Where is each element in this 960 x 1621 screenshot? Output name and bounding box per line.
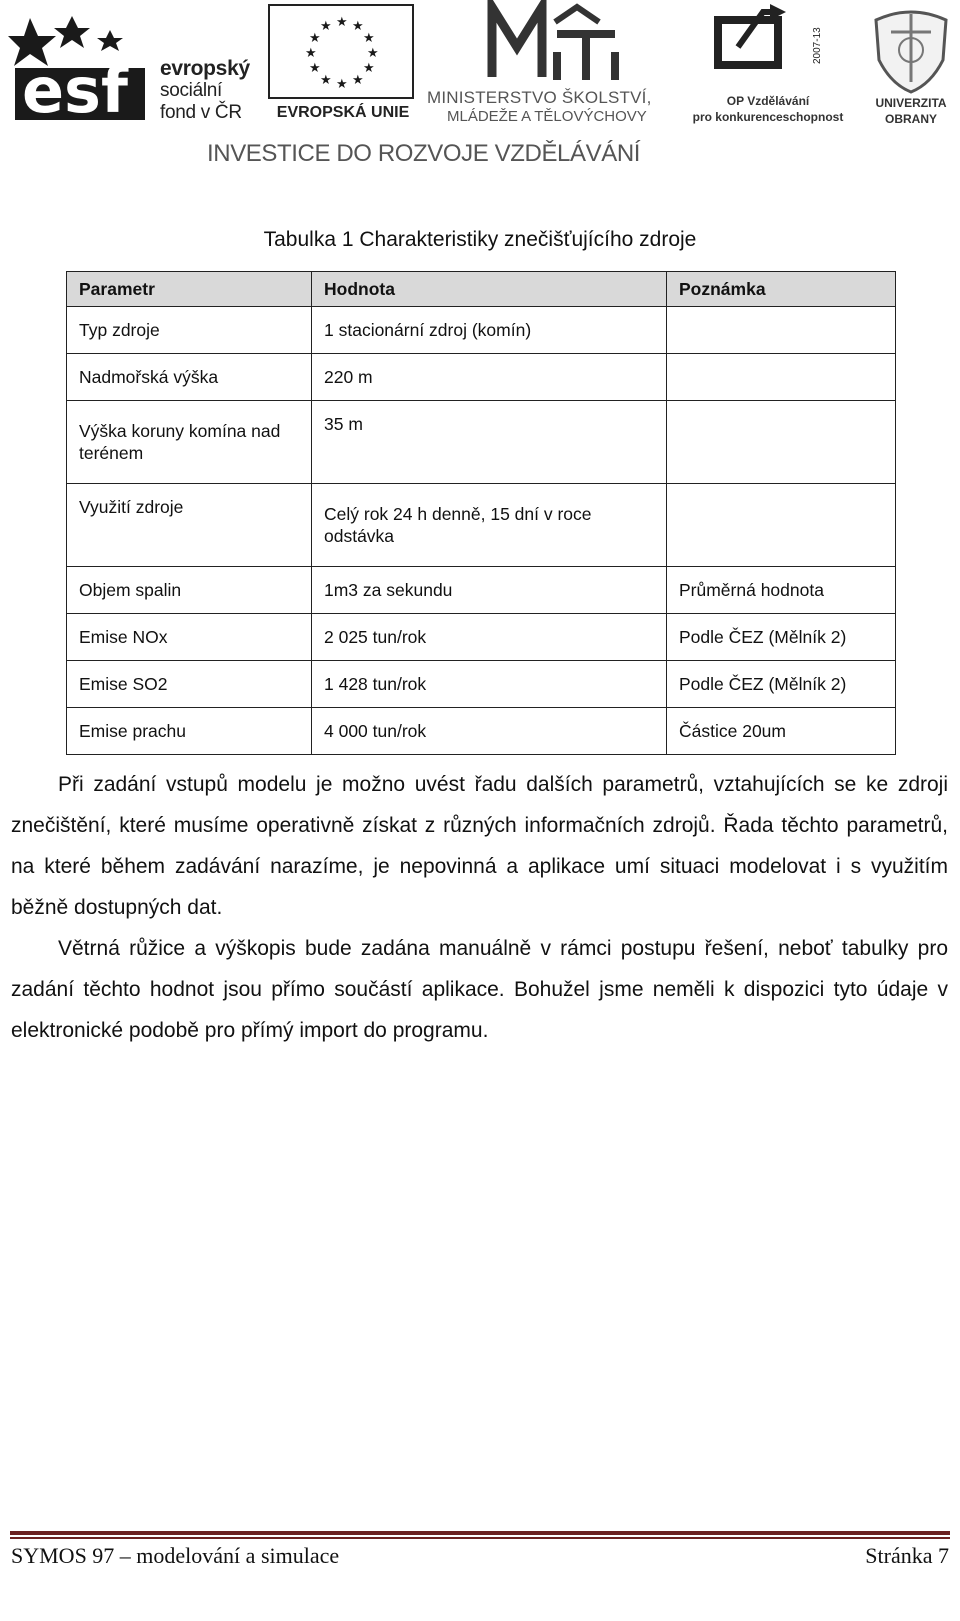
table-cell (667, 484, 896, 567)
header-tagline: INVESTICE DO ROZVOJE VZDĚLÁVÁNÍ (207, 140, 641, 167)
parameters-table (66, 271, 896, 755)
page-number: Stránka 7 (865, 1543, 949, 1568)
esf-wordmark (160, 58, 250, 124)
svg-text:★: ★ (336, 76, 348, 91)
table-cell: Emise SO2 (67, 661, 312, 708)
paragraph: Větrná růžice a výškopis bude zadána manuálně v rámci postupu řešení, neboť tabulky pro zadání těchto hodnot jsou přímo součástí aplikace. Bohužel jsme neměli k dispozici tyto údaje v elektronické podobě pro přímý import do programu. (11, 937, 948, 1042)
esf-line2: sociální (160, 80, 223, 101)
table-cell: 1 428 tun/rok (312, 661, 667, 708)
op-line1: OP Vzdělávání (726, 94, 810, 108)
esf-line1: evropský (160, 57, 250, 80)
unob-shield-icon (871, 2, 951, 94)
esf-mark-icon (10, 8, 150, 127)
svg-text:★: ★ (352, 18, 364, 33)
svg-text:★: ★ (320, 72, 332, 87)
msmt-line1: MINISTERSTVO ŠKOLSTVÍ, (427, 88, 652, 107)
unob-line1: UNIVERZITA (875, 96, 947, 110)
table-row (67, 614, 896, 661)
eu-label: EVROPSKÁ UNIE (276, 104, 410, 121)
esf-logo (10, 8, 250, 126)
svg-text:★: ★ (367, 45, 379, 60)
table-cell: 2 025 tun/rok (312, 614, 667, 661)
table-cell: Nadmořská výška (67, 354, 312, 401)
column-header: Hodnota (312, 272, 667, 307)
table-cell: Výška koruny komína nad terénem (67, 401, 312, 484)
table-cell: 4 000 tun/rok (312, 708, 667, 755)
table-cell: Objem spalin (67, 567, 312, 614)
table-row (67, 567, 896, 614)
table-caption: Tabulka 1 Charakteristiky znečišťujícího zdroje (263, 228, 697, 251)
table-cell: 35 m (312, 401, 667, 484)
table-cell (667, 354, 896, 401)
column-header: Poznámka (667, 272, 896, 307)
table-row (67, 661, 896, 708)
eu-logo (268, 4, 416, 122)
table-row (67, 307, 896, 354)
table-row (67, 708, 896, 755)
table-cell: Emise prachu (67, 708, 312, 755)
table-cell: Podle ČEZ (Mělník 2) (667, 614, 896, 661)
op-mark-icon (708, 2, 823, 87)
table-cell: Emise NOx (67, 614, 312, 661)
svg-text:2007-13: 2007-13 (812, 27, 823, 64)
unob-logo (866, 2, 956, 127)
column-header: Parametr (67, 272, 312, 307)
svg-text:esf: esf (22, 54, 128, 127)
op-logo (688, 2, 848, 127)
svg-text:★: ★ (363, 60, 375, 75)
footer-rule (10, 1531, 950, 1535)
table-cell: 220 m (312, 354, 667, 401)
table-cell: Částice 20um (667, 708, 896, 755)
svg-text:★: ★ (336, 14, 348, 29)
table-cell: Využití zdroje (67, 484, 312, 567)
op-line2: pro konkurenceschopnost (692, 110, 844, 124)
svg-text:★: ★ (352, 72, 364, 87)
table-cell: 1m3 za sekundu (312, 567, 667, 614)
table-cell: Podle ČEZ (Mělník 2) (667, 661, 896, 708)
svg-text:★: ★ (363, 30, 375, 45)
table-cell: Typ zdroje (67, 307, 312, 354)
table-row (67, 354, 896, 401)
msmt-logo (427, 2, 672, 127)
svg-text:★: ★ (309, 60, 321, 75)
paragraph: Při zadání vstupů modelu je možno uvést řadu dalších parametrů, vztahujících se ke zdroji znečištění, které musíme operativně získat z různých informačních zdrojů. Řada těchto parametrů, na které během zadávání narazíme, je nepovinná a aplikace umí situaci modelovat i s využitím běžně dostupných dat. (11, 773, 948, 919)
table-row (67, 484, 896, 567)
footer-title: SYMOS 97 – modelování a simulace (11, 1543, 340, 1568)
footer-rule (10, 1537, 950, 1539)
svg-text:★: ★ (309, 30, 321, 45)
svg-text:★: ★ (320, 18, 332, 33)
msmt-line2: MLÁDEŽE A TĚLOVÝCHOVY (447, 108, 647, 125)
eu-flag-icon (268, 4, 414, 99)
table-cell: Celý rok 24 h denně, 15 dní v roce odstávka (312, 484, 667, 567)
table-cell (667, 307, 896, 354)
table-cell (667, 401, 896, 484)
body-text (11, 764, 948, 1051)
esf-line3: fond v ČR (160, 102, 242, 123)
table-header-row (67, 272, 896, 307)
unob-line2: OBRANY (884, 112, 937, 126)
table-cell: 1 stacionární zdroj (komín) (312, 307, 667, 354)
logo-header (0, 0, 960, 175)
table-cell: Průměrná hodnota (667, 567, 896, 614)
table-row (67, 401, 896, 484)
msmt-mark-icon (487, 2, 617, 82)
svg-text:★: ★ (305, 45, 317, 60)
